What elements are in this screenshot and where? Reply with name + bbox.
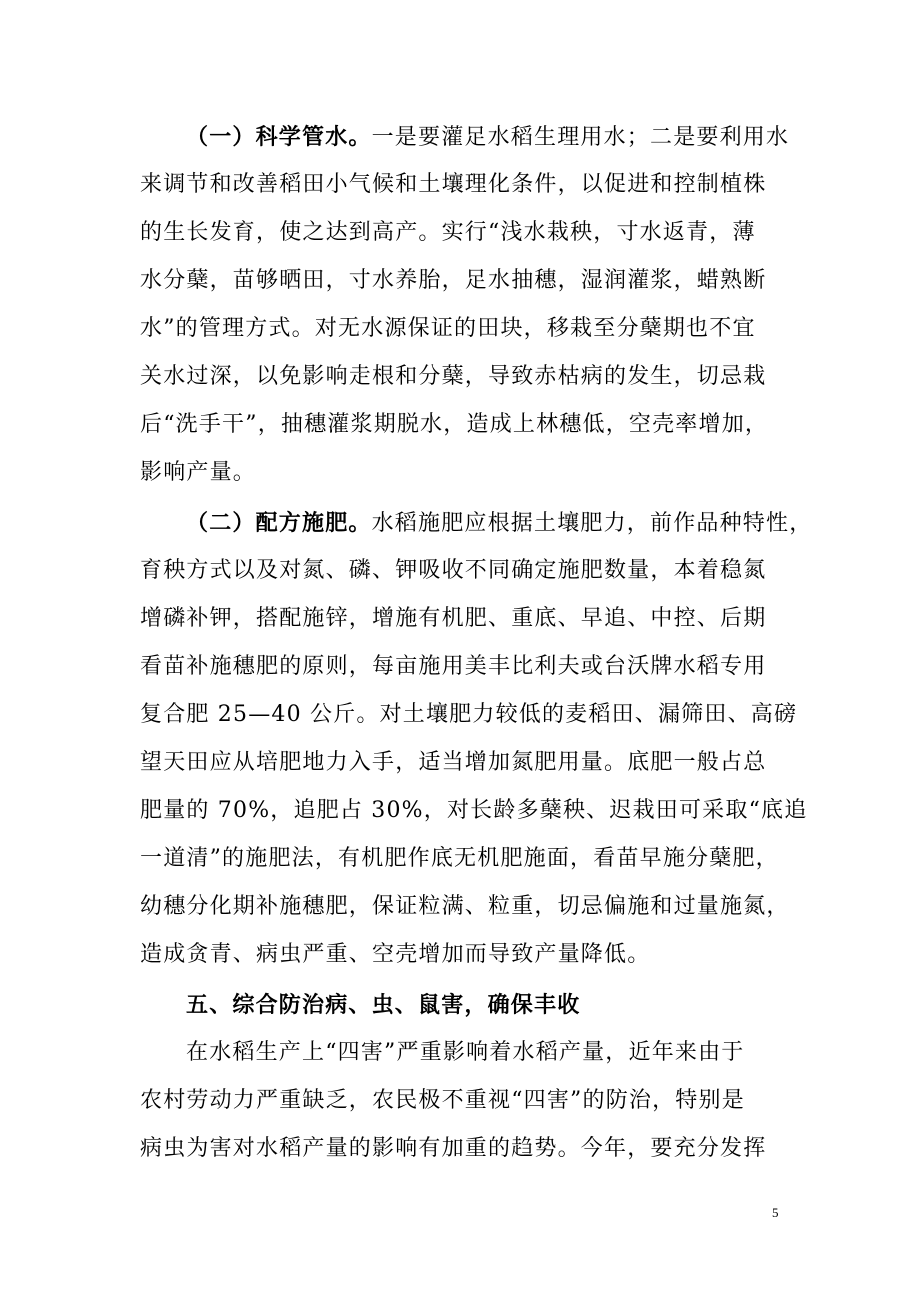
page-number: 5 — [772, 1205, 779, 1220]
line-text: 水稻施肥应根据土壤肥力，前作品种特性， — [371, 511, 813, 536]
line-text: 一是要灌足水稻生理用水；二是要利用水 — [371, 125, 790, 150]
text-line: 一道清”的施肥法，有机肥作底无机肥施面，看苗早施分蘖肥， — [140, 846, 779, 871]
text-line: 影响产量。 — [140, 460, 257, 485]
heading-formula-fertilization: （二）配方施肥。 — [186, 510, 372, 536]
text-line — [186, 122, 789, 152]
text-line: 造成贪青、病虫严重、空壳增加而导致产量降低。 — [140, 942, 651, 967]
text-line — [186, 508, 812, 538]
heading-scientific-water-management: （一）科学管水。 — [186, 124, 372, 150]
text-line: 水”的管理方式。对无水源保证的田块，移栽至分蘖期也不宜 — [140, 316, 756, 341]
text-line: 关水过深，以免影响走根和分蘖，导致赤枯病的发生，切忌栽 — [140, 364, 767, 389]
text-line: 幼穗分化期补施穗肥，保证粒满、粒重，切忌偏施和过量施氮， — [140, 894, 790, 919]
text-line: 望天田应从培肥地力入手，适当增加氮肥用量。底肥一般占总 — [140, 750, 767, 775]
section-heading-pest-control: 五、综合防治病、虫、鼠害，确保丰收 — [186, 992, 581, 1018]
text-line: 后“洗手干”，抽穗灌浆期脱水，造成上林穗低，空壳率增加， — [140, 412, 769, 437]
text-line: 的生长发育，使之达到高产。实行“浅水栽秧，寸水返青，薄 — [140, 220, 756, 245]
text-line: 病虫为害对水稻产量的影响有加重的趋势。今年，要充分发挥 — [140, 1136, 767, 1161]
text-line: 看苗补施穗肥的原则，每亩施用美丰比利夫或台沃牌水稻专用 — [140, 654, 767, 679]
text-line: 水分蘖，苗够晒田，寸水养胎，足水抽穗，湿润灌浆，蜡熟断 — [140, 268, 767, 293]
text-line: 在水稻生产上“四害”严重影响着水稻产量，近年来由于 — [186, 1040, 745, 1065]
text-line: 农村劳动力严重缺乏，农民极不重视“四害”的防治，特别是 — [140, 1088, 745, 1113]
text-line: 育秧方式以及对氮、磷、钾吸收不同确定施肥数量，本着稳氮 — [140, 558, 767, 583]
text-line: 肥量的 70%，追肥占 30%，对长龄多蘖秧、迟栽田可采取“底追 — [140, 798, 808, 823]
text-line: 来调节和改善稻田小气候和土壤理化条件，以促进和控制植株 — [140, 172, 767, 197]
text-line: 复合肥 25—40 公斤。对土壤肥力较低的麦稻田、漏筛田、高磅 — [140, 702, 798, 727]
text-line: 增磷补钾，搭配施锌，增施有机肥、重底、早追、中控、后期 — [140, 606, 767, 631]
